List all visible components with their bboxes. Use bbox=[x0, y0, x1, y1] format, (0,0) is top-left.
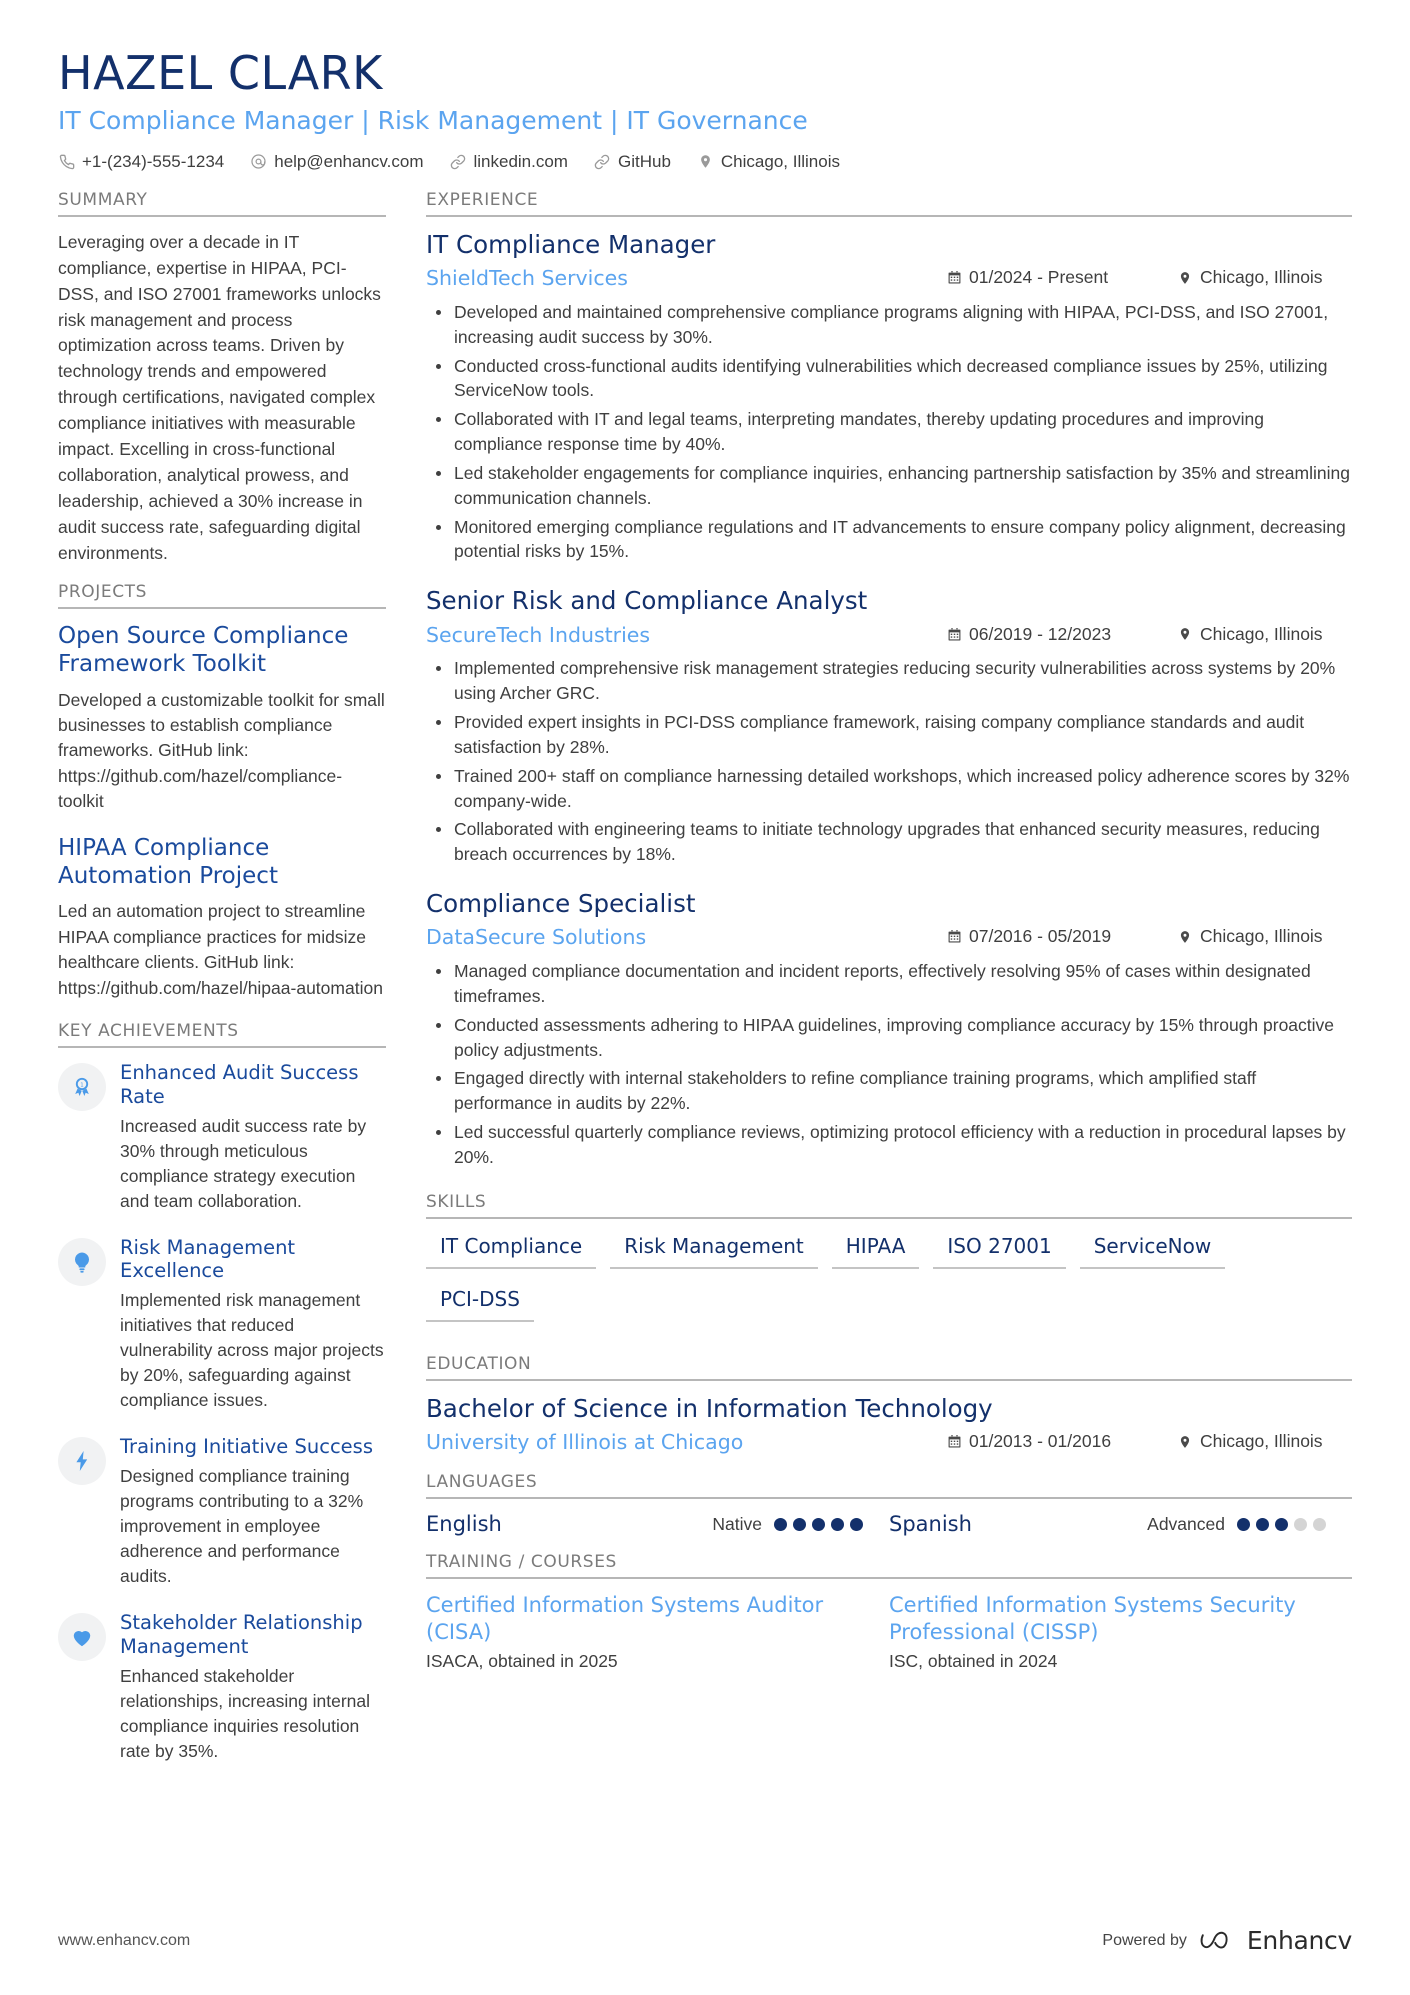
link-icon bbox=[449, 153, 466, 170]
training-subtitle: ISACA, obtained in 2025 bbox=[426, 1651, 618, 1671]
job-meta-right bbox=[946, 926, 1352, 947]
contact-github[interactable] bbox=[594, 152, 671, 172]
contact-phone-text: +1-(234)-555-1234 bbox=[82, 151, 225, 171]
job-company[interactable]: SecureTech Industries bbox=[426, 622, 651, 647]
achievement-body bbox=[120, 1061, 386, 1214]
job-bullet: Led stakeholder engagements for compliance inquiries, enhancing partnership satisfaction by 35% and streamlining communication channels. bbox=[430, 461, 1352, 511]
job-dates-text: 01/2024 - Present bbox=[969, 267, 1109, 288]
email-icon bbox=[250, 153, 267, 170]
language-rating-dots bbox=[1237, 1518, 1326, 1531]
location-pin-icon bbox=[1177, 1434, 1193, 1450]
section-projects bbox=[58, 582, 386, 1001]
contact-email[interactable] bbox=[250, 152, 423, 172]
resume-header bbox=[58, 48, 1352, 172]
contact-github-text: GitHub bbox=[617, 151, 671, 171]
section-title-key-achievements: KEY ACHIEVEMENTS bbox=[58, 1021, 386, 1048]
job-company[interactable]: DataSecure Solutions bbox=[426, 925, 647, 950]
contact-location bbox=[697, 152, 840, 172]
job-meta-right bbox=[946, 267, 1352, 288]
footer-website[interactable]: www.enhancv.com bbox=[58, 1931, 191, 1949]
job-bullet: Trained 200+ staff on compliance harnessing detailed workshops, which increased policy adherence scores by 32% company-wide. bbox=[430, 764, 1352, 814]
location-pin-icon bbox=[1177, 626, 1193, 642]
education-location-text: Chicago, Illinois bbox=[1200, 1431, 1323, 1452]
job-company[interactable]: ShieldTech Services bbox=[426, 266, 628, 291]
achievement-description: Implemented risk management initiatives that reduced vulnerability across major projects by 20%, safeguarding against compliance issues. bbox=[120, 1290, 384, 1411]
calendar-icon bbox=[946, 626, 962, 642]
education-location bbox=[1177, 1431, 1352, 1452]
project-item bbox=[58, 622, 386, 814]
rating-dot bbox=[793, 1518, 806, 1531]
job-dates-text: 07/2016 - 05/2019 bbox=[969, 926, 1112, 947]
page-footer bbox=[58, 1926, 1352, 1955]
job-location bbox=[1177, 267, 1352, 288]
achievement-title: Enhanced Audit Success Rate bbox=[120, 1060, 359, 1108]
contact-linkedin[interactable] bbox=[449, 152, 568, 172]
project-title[interactable]: HIPAA Compliance Automation Project bbox=[58, 835, 278, 890]
job-meta-row bbox=[426, 622, 1352, 649]
language-level: Advanced bbox=[1147, 1513, 1225, 1534]
rating-dot bbox=[850, 1518, 863, 1531]
enhancv-logo bbox=[1199, 1926, 1352, 1955]
job-meta-row bbox=[426, 265, 1352, 292]
project-description: Led an automation project to streamline HIPAA compliance practices for midsize healthcare clients. GitHub link: https://github.com/hazel/hipaa-automation bbox=[58, 901, 383, 998]
contact-bar bbox=[58, 152, 1352, 172]
section-title-experience: EXPERIENCE bbox=[426, 190, 1352, 217]
job-meta-row bbox=[426, 924, 1352, 951]
achievement-item bbox=[58, 1435, 386, 1589]
link-icon bbox=[594, 153, 611, 170]
section-title-training: TRAINING / COURSES bbox=[426, 1552, 1352, 1579]
experience-item bbox=[426, 230, 1352, 564]
achievement-description: Increased audit success rate by 30% through meticulous compliance strategy execution and team collaboration. bbox=[120, 1115, 367, 1211]
skill-tag[interactable]: PCI-DSS bbox=[426, 1285, 534, 1322]
training-item bbox=[889, 1592, 1352, 1674]
phone-icon bbox=[58, 153, 75, 170]
achievement-body bbox=[120, 1435, 386, 1589]
skill-tag[interactable]: IT Compliance bbox=[426, 1232, 596, 1269]
powered-by-label: Powered by bbox=[1102, 1931, 1187, 1949]
job-bullet: Collaborated with IT and legal teams, interpreting mandates, thereby updating procedures and improving compliance response time by 40%. bbox=[430, 407, 1352, 457]
language-level: Native bbox=[712, 1513, 762, 1534]
section-title-skills: SKILLS bbox=[426, 1192, 1352, 1219]
achievement-title: Risk Management Excellence bbox=[120, 1235, 296, 1283]
calendar-icon bbox=[946, 270, 962, 286]
job-dates bbox=[946, 624, 1151, 645]
language-item bbox=[889, 1512, 1352, 1536]
job-dates-text: 06/2019 - 12/2023 bbox=[969, 623, 1112, 644]
job-title: Senior Risk and Compliance Analyst bbox=[426, 586, 868, 616]
job-dates bbox=[946, 267, 1151, 288]
job-location bbox=[1177, 926, 1352, 947]
education-item bbox=[426, 1394, 1352, 1456]
job-location bbox=[1177, 624, 1352, 645]
job-dates bbox=[946, 926, 1151, 947]
section-title-projects: PROJECTS bbox=[58, 582, 386, 609]
job-bullet: Managed compliance documentation and incident reports, effectively resolving 95% of cases within designated timeframes. bbox=[430, 959, 1352, 1009]
section-experience bbox=[426, 190, 1352, 1170]
rating-dot bbox=[1237, 1518, 1250, 1531]
job-bullets bbox=[430, 300, 1352, 564]
job-bullet: Conducted cross-functional audits identifying vulnerabilities which decreased compliance issues by 25%, utilizing ServiceNow tools. bbox=[430, 354, 1352, 404]
achievement-title: Training Initiative Success bbox=[120, 1435, 373, 1459]
enhancv-mark-icon bbox=[1199, 1928, 1239, 1954]
job-bullets bbox=[430, 656, 1352, 867]
job-bullet: Led successful quarterly compliance reviews, optimizing protocol efficiency with a reduction in procedural lapses by 20%. bbox=[430, 1120, 1352, 1170]
summary-text: Leveraging over a decade in IT compliance, expertise in HIPAA, PCI-DSS, and ISO 27001 frameworks unlocks risk management and process optimization across teams. Driven by technology trends and empowered through certifications, navigated complex compliance initiatives with measurable impact. Excelling in cross-functional collaboration, analytical prowess, and leadership, achieved a 30% increase in audit success rate, safeguarding digital environments. bbox=[58, 231, 381, 563]
achievement-body bbox=[120, 1236, 386, 1414]
left-column bbox=[58, 190, 418, 1786]
job-bullet: Developed and maintained comprehensive compliance programs aligning with HIPAA, PCI-DSS, and ISO 27001, increasing audit success by 30%. bbox=[430, 300, 1352, 350]
achievement-item bbox=[58, 1611, 386, 1764]
achievement-body bbox=[120, 1611, 386, 1764]
project-item bbox=[58, 834, 386, 1001]
job-bullet: Conducted assessments adhering to HIPAA guidelines, improving compliance accuracy by 15% through proactive policy adjustments. bbox=[430, 1013, 1352, 1063]
candidate-name: HAZEL CLARK bbox=[58, 46, 383, 100]
job-bullet: Engaged directly with internal stakeholders to refine compliance training programs, which amplified staff performance in audits by 22%. bbox=[430, 1066, 1352, 1116]
training-title[interactable]: Certified Information Systems Auditor (CISA) bbox=[426, 1593, 824, 1644]
languages-list bbox=[426, 1512, 1352, 1536]
project-title[interactable]: Open Source Compliance Framework Toolkit bbox=[58, 623, 349, 678]
job-title: IT Compliance Manager bbox=[426, 229, 716, 259]
contact-email-text: help@enhancv.com bbox=[274, 151, 424, 171]
section-key-achievements bbox=[58, 1021, 386, 1764]
education-dates-text: 01/2013 - 01/2016 bbox=[969, 1431, 1112, 1452]
job-location-text: Chicago, Illinois bbox=[1200, 623, 1323, 644]
enhancv-brand-name: Enhancv bbox=[1246, 1926, 1352, 1955]
right-column bbox=[418, 190, 1352, 1690]
skill-tag[interactable]: ServiceNow bbox=[1080, 1232, 1225, 1269]
training-list bbox=[426, 1592, 1352, 1674]
candidate-headline: IT Compliance Manager | Risk Management | IT Governance bbox=[58, 105, 808, 135]
rating-dot bbox=[812, 1518, 825, 1531]
footer-branding bbox=[1102, 1926, 1352, 1955]
calendar-icon bbox=[946, 1434, 962, 1450]
language-name: Spanish bbox=[889, 1512, 972, 1537]
achievement-item bbox=[58, 1061, 386, 1214]
contact-location-text: Chicago, Illinois bbox=[720, 151, 840, 171]
skill-tag[interactable]: HIPAA bbox=[832, 1232, 920, 1269]
location-pin-icon bbox=[1177, 929, 1193, 945]
svg-text:1: 1 bbox=[80, 1082, 84, 1089]
job-bullet: Implemented comprehensive risk management strategies reducing security vulnerabilities across systems by 20% using Archer GRC. bbox=[430, 656, 1352, 706]
job-meta-right bbox=[946, 624, 1352, 645]
education-meta-right bbox=[946, 1431, 1352, 1452]
calendar-icon bbox=[946, 929, 962, 945]
skills-list bbox=[426, 1232, 1352, 1338]
lightbulb-icon bbox=[58, 1238, 106, 1286]
job-location-text: Chicago, Illinois bbox=[1200, 926, 1323, 947]
award-badge-icon bbox=[58, 1063, 106, 1111]
section-training bbox=[426, 1552, 1352, 1674]
training-item bbox=[426, 1592, 889, 1674]
achievement-description: Enhanced stakeholder relationships, increasing internal compliance inquiries resolution rate by 35%. bbox=[120, 1665, 370, 1761]
section-title-education: EDUCATION bbox=[426, 1354, 1352, 1381]
location-pin-icon bbox=[697, 153, 714, 170]
job-bullet: Monitored emerging compliance regulations and IT advancements to ensure company policy alignment, decreasing potential risks by 15%. bbox=[430, 515, 1352, 565]
section-title-languages: LANGUAGES bbox=[426, 1472, 1352, 1499]
job-title: Compliance Specialist bbox=[426, 889, 696, 919]
section-title-summary: SUMMARY bbox=[58, 190, 386, 217]
experience-item bbox=[426, 889, 1352, 1170]
education-dates bbox=[946, 1431, 1151, 1452]
heart-icon bbox=[58, 1613, 106, 1661]
section-languages bbox=[426, 1472, 1352, 1536]
rating-dot bbox=[1294, 1518, 1307, 1531]
job-bullets bbox=[430, 959, 1352, 1170]
resume-body bbox=[58, 190, 1352, 1786]
rating-dot bbox=[831, 1518, 844, 1531]
rating-dot bbox=[1256, 1518, 1269, 1531]
rating-dot bbox=[1275, 1518, 1288, 1531]
language-name: English bbox=[426, 1512, 502, 1537]
section-education bbox=[426, 1354, 1352, 1456]
training-title[interactable]: Certified Information Systems Security Professional (CISSP) bbox=[889, 1593, 1296, 1644]
job-bullet: Provided expert insights in PCI-DSS compliance framework, raising company compliance standards and audit satisfaction by 28%. bbox=[430, 710, 1352, 760]
skill-tag[interactable]: Risk Management bbox=[610, 1232, 818, 1269]
achievement-item bbox=[58, 1236, 386, 1414]
rating-dot bbox=[774, 1518, 787, 1531]
project-description: Developed a customizable toolkit for small businesses to establish compliance frameworks. GitHub link: https://github.com/hazel/compliance-toolkit bbox=[58, 689, 385, 812]
education-meta-row bbox=[426, 1429, 1352, 1456]
job-location-text: Chicago, Illinois bbox=[1200, 267, 1323, 288]
language-item bbox=[426, 1512, 889, 1536]
skill-tag[interactable]: ISO 27001 bbox=[933, 1232, 1065, 1269]
contact-linkedin-text: linkedin.com bbox=[473, 151, 568, 171]
lightning-bolt-icon bbox=[58, 1437, 106, 1485]
rating-dot bbox=[1313, 1518, 1326, 1531]
education-school[interactable]: University of Illinois at Chicago bbox=[426, 1430, 744, 1455]
training-subtitle: ISC, obtained in 2024 bbox=[889, 1651, 1058, 1671]
contact-phone[interactable] bbox=[58, 152, 224, 172]
education-degree: Bachelor of Science in Information Technology bbox=[426, 1393, 993, 1423]
experience-item bbox=[426, 586, 1352, 867]
achievement-description: Designed compliance training programs contributing to a 32% improvement in employee adherence and performance audits. bbox=[120, 1466, 364, 1587]
achievement-title: Stakeholder Relationship Management bbox=[120, 1611, 363, 1658]
job-bullet: Collaborated with engineering teams to initiate technology upgrades that enhanced security measures, reducing breach occurrences by 18%. bbox=[430, 817, 1352, 867]
section-skills bbox=[426, 1192, 1352, 1338]
location-pin-icon bbox=[1177, 270, 1193, 286]
section-summary bbox=[58, 190, 386, 567]
language-rating-dots bbox=[774, 1518, 863, 1531]
